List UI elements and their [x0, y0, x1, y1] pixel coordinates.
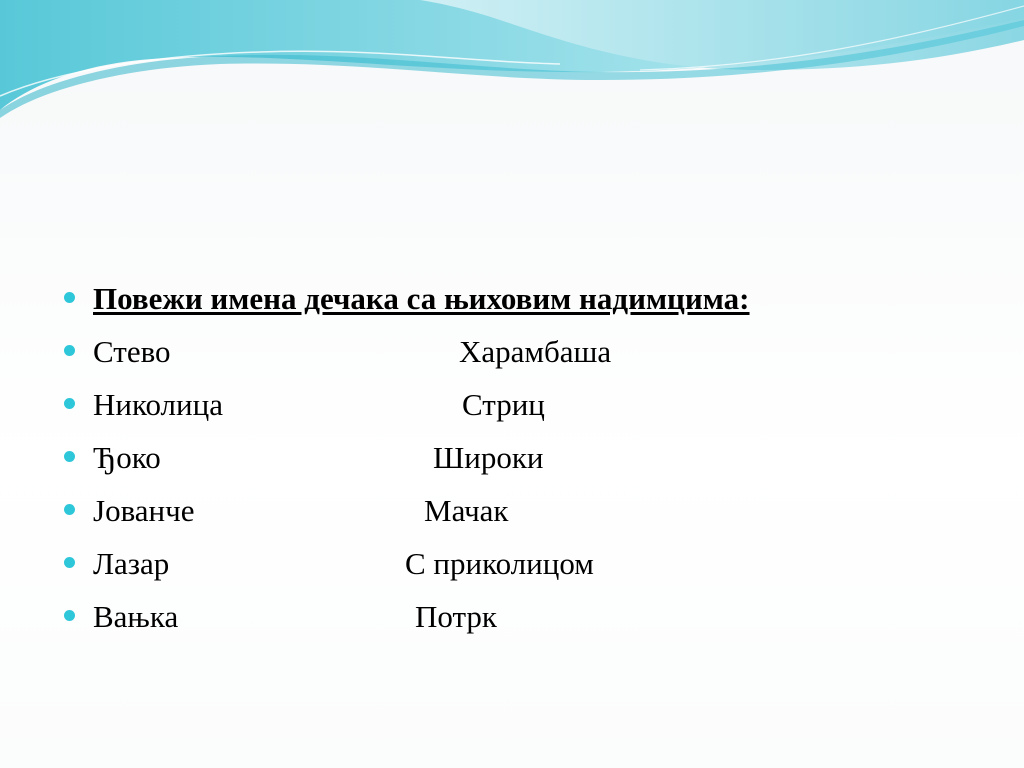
list-item	[62, 484, 1002, 537]
boy-nickname: Потрк	[415, 599, 497, 634]
bullet-icon	[64, 398, 75, 409]
boy-nickname: Харамбаша	[459, 334, 612, 369]
list-item	[62, 378, 1002, 431]
boy-name: Ђоко	[93, 440, 161, 475]
boy-name: Вањка	[93, 599, 179, 634]
decorative-wave-header	[0, 0, 1024, 140]
bullet-icon	[64, 451, 75, 462]
boy-nickname: Стриц	[462, 387, 545, 422]
list-item	[62, 537, 1002, 590]
slide-body	[62, 272, 1002, 643]
list-item	[62, 325, 1002, 378]
boy-name: Стево	[93, 334, 171, 369]
boy-nickname: С приколицом	[405, 546, 594, 581]
list-item	[62, 590, 1002, 643]
bullet-icon	[64, 557, 75, 568]
slide-heading: Повежи имена дечака са њиховим надимцима:	[93, 281, 750, 316]
boy-nickname: Мачак	[424, 493, 509, 528]
boy-name: Николица	[93, 387, 223, 422]
boy-nickname: Широки	[433, 440, 544, 475]
bullet-icon	[64, 292, 75, 303]
boy-name: Јованче	[93, 493, 195, 528]
bullet-icon	[64, 610, 75, 621]
heading-row	[62, 272, 1002, 325]
bullet-icon	[64, 345, 75, 356]
bullet-icon	[64, 504, 75, 515]
boy-name: Лазар	[93, 546, 170, 581]
list-item	[62, 431, 1002, 484]
